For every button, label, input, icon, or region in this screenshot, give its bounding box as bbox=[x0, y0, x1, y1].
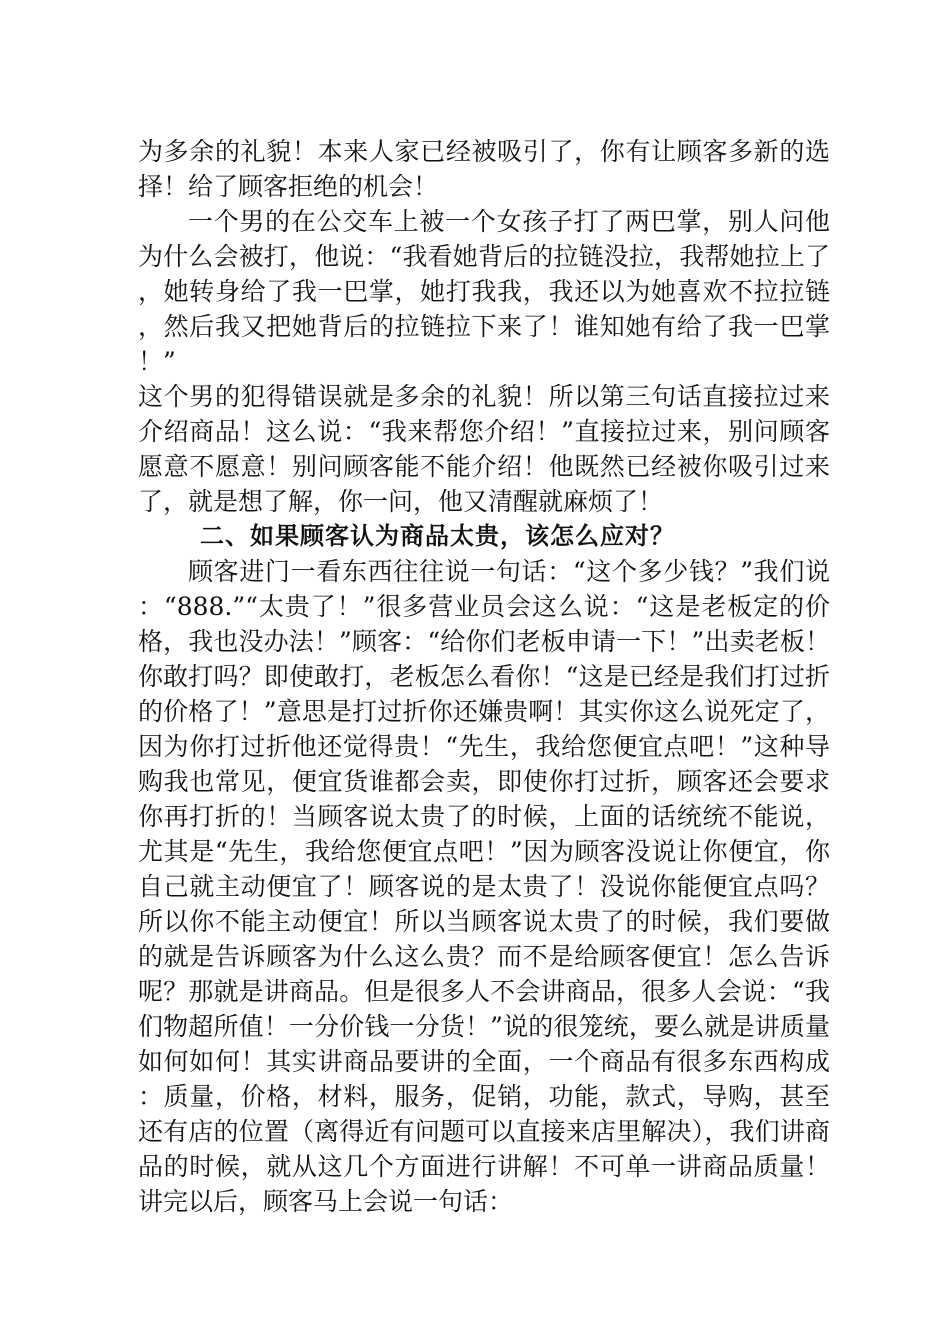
document-page bbox=[138, 134, 830, 1219]
paragraph-continuation: 为多余的礼貌！本来人家已经被吸引了，你有让顾客多新的选择！给了顾客拒绝的机会！ bbox=[138, 137, 830, 201]
paragraph-too-expensive: 顾客进门一看东西往往说一句话：“这个多少钱？”我们说：“888.”“太贵了！”很多营业员会这么说：“这是老板定的价格，我也没办法！”顾客：“给你们老板申请一下！”出卖老板！你敢打吗？即使敢打，老板怎么看你！“这是已经是我们打过折的价格了！”意思是打过折你还嫌贵啊！其实你这么说死定了，因为你打过折他还觉得贵！“先生，我给您便宜点吧！”这种导购我也常见，便宜货谁都会卖，即使你打过折，顾客还会要求你再打折的！当顾客说太贵了的时候，上面的话统统不能说，尤其是“先生，我给您便宜点吧！”因为顾客没说让你便宜，你自己就主动便宜了！顾客说的是太贵了！没说你能便宜点吗？所以你不能主动便宜！所以当顾客说太贵了的时候，我们要做的就是告诉顾客为什么这么贵？而不是给顾客便宜！怎么告诉呢？那就是讲商品。但是很多人不会讲商品，很多人会说：“我们物超所值！一分价钱一分货！”说的很笼统，要么就是讲质量如何如何！其实讲商品要讲的全面，一个商品有很多东西构成：质量，价格，材料，服务，促销，功能，款式，导购，甚至还有店的位置（离得近有问题可以直接来店里解决），我们讲商品的时候，就从这几个方面进行讲解！不可单一讲商品质量！讲完以后，顾客马上会说一句话： bbox=[138, 557, 830, 1216]
paragraph-extra-politeness: 这个男的犯得错误就是多余的礼貌！所以第三句话直接拉过来介绍商品！这么说：“我来帮您介绍！”直接拉过来，别问顾客愿意不愿意！别问顾客能不能介绍！他既然已经被你吸引过来了，就是想了解，你一问，他又清醒就麻烦了！ bbox=[138, 382, 830, 516]
section-heading: 二、如果顾客认为商品太贵，该怎么应对？ bbox=[200, 522, 675, 550]
paragraph-bus-story: 一个男的在公交车上被一个女孩子打了两巴掌，别人问他为什么会被打，他说：“我看她背后的拉链没拉，我帮她拉上了，她转身给了我一巴掌，她打我我，我还以为她喜欢不拉拉链，然后我又把她背后的拉链拉下来了！谁知她有给了我一巴掌！” bbox=[138, 207, 830, 376]
